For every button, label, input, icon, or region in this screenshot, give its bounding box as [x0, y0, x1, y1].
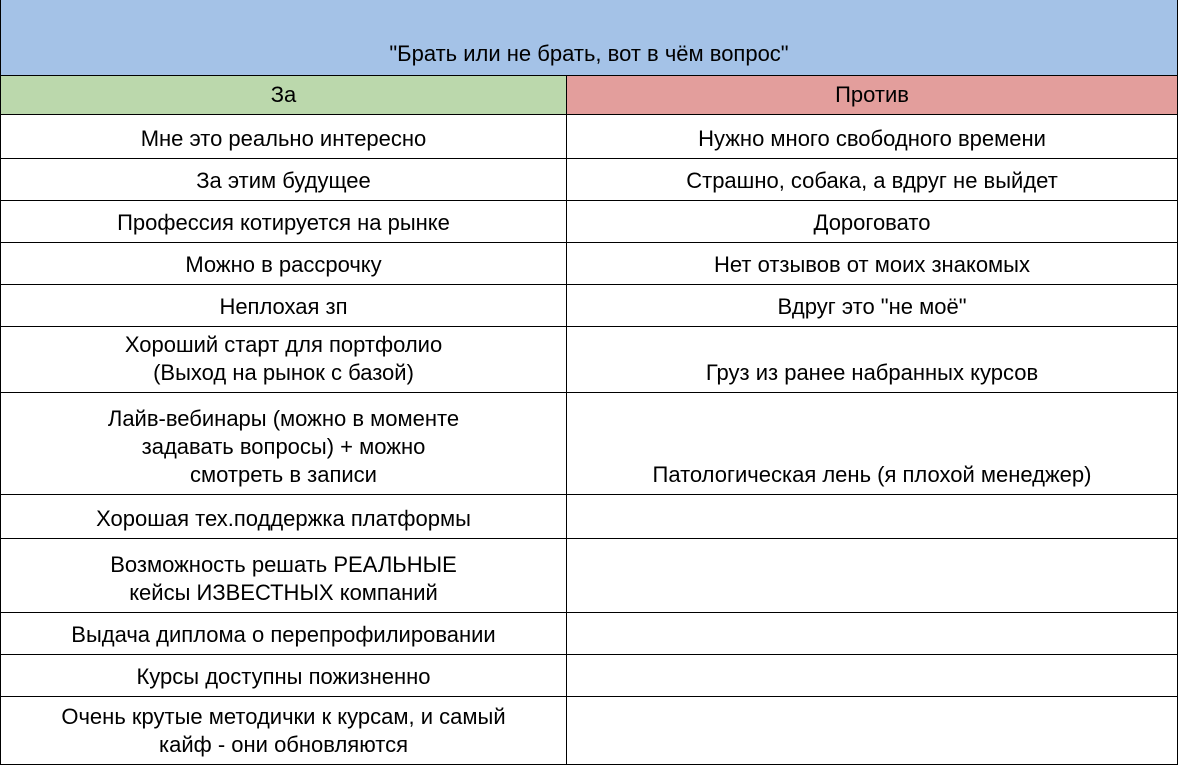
- table-row: [1, 327, 1178, 393]
- pro-cell[interactable]: Курсы доступны пожизненно: [1, 655, 567, 697]
- table-row: [1, 697, 1178, 765]
- con-cell[interactable]: Страшно, собака, а вдруг не выйдет: [567, 159, 1178, 201]
- pro-cell[interactable]: Можно в рассрочку: [1, 243, 567, 285]
- pro-cell[interactable]: Профессия котируется на рынке: [1, 201, 567, 243]
- table-row: [1, 655, 1178, 697]
- table-row: [1, 285, 1178, 327]
- con-cell[interactable]: [567, 495, 1178, 539]
- pro-cell[interactable]: Неплохая зп: [1, 285, 567, 327]
- con-cell[interactable]: Нет отзывов от моих знакомых: [567, 243, 1178, 285]
- con-cell[interactable]: Нужно много свободного времени: [567, 115, 1178, 159]
- con-cell[interactable]: Груз из ранее набранных курсов: [567, 327, 1178, 393]
- con-cell[interactable]: [567, 655, 1178, 697]
- title-row: [1, 0, 1178, 76]
- table-row: [1, 243, 1178, 285]
- table-row: [1, 495, 1178, 539]
- table-row: [1, 201, 1178, 243]
- table-row: [1, 159, 1178, 201]
- con-cell[interactable]: [567, 539, 1178, 613]
- table-row: [1, 613, 1178, 655]
- pro-cell[interactable]: Возможность решать РЕАЛЬНЫЕ кейсы ИЗВЕСТНЫХ компаний: [1, 539, 567, 613]
- table-row: [1, 539, 1178, 613]
- pro-cell[interactable]: Очень крутые методички к курсам, и самый кайф - они обновляются: [1, 697, 567, 765]
- pro-cell[interactable]: Мне это реально интересно: [1, 115, 567, 159]
- con-cell[interactable]: [567, 613, 1178, 655]
- header-row: [1, 76, 1178, 115]
- pro-cell[interactable]: За этим будущее: [1, 159, 567, 201]
- con-cell[interactable]: Патологическая лень (я плохой менеджер): [567, 393, 1178, 495]
- pro-cell[interactable]: Хорошая тех.поддержка платформы: [1, 495, 567, 539]
- con-cell[interactable]: Дороговато: [567, 201, 1178, 243]
- table-row: [1, 115, 1178, 159]
- table-row: [1, 393, 1178, 495]
- header-pro[interactable]: За: [1, 76, 567, 115]
- con-cell[interactable]: [567, 697, 1178, 765]
- header-con[interactable]: Против: [567, 76, 1178, 115]
- pro-cell[interactable]: Лайв-вебинары (можно в моменте задавать вопросы) + можно смотреть в записи: [1, 393, 567, 495]
- pro-cell[interactable]: Хороший старт для портфолио (Выход на рынок с базой): [1, 327, 567, 393]
- table-title[interactable]: "Брать или не брать, вот в чём вопрос": [1, 0, 1178, 76]
- con-cell[interactable]: Вдруг это "не моё": [567, 285, 1178, 327]
- pro-cell[interactable]: Выдача диплома о перепрофилировании: [1, 613, 567, 655]
